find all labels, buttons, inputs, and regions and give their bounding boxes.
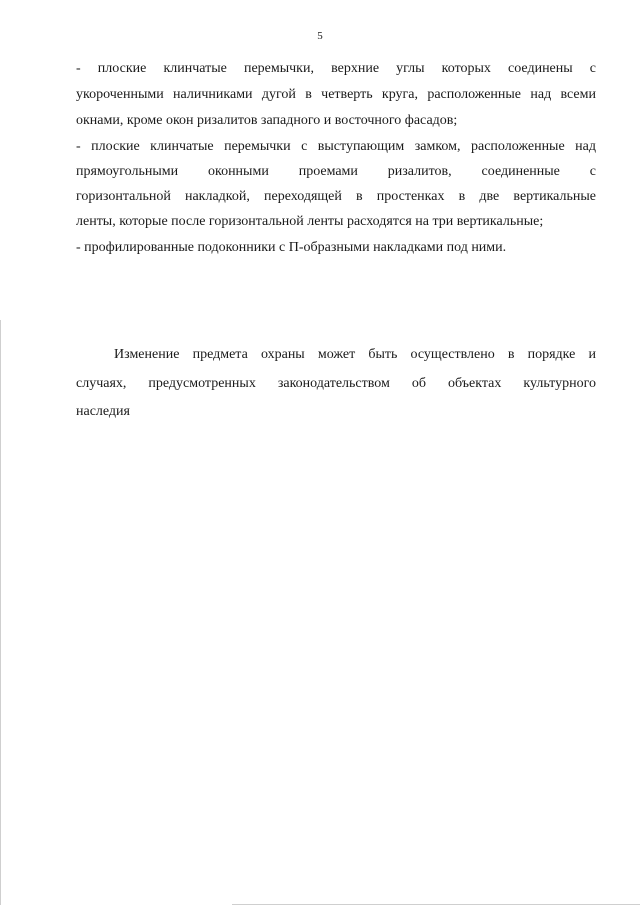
list-line: - плоские клинчатые перемычки, верхние углы которых соединены с bbox=[76, 61, 596, 76]
list-line: - плоские клинчатые перемычки с выступающим замком, расположенные над bbox=[76, 139, 596, 154]
paragraph-line: наследия bbox=[76, 404, 130, 419]
list-line: окнами, кроме окон ризалитов западного и восточного фасадов; bbox=[76, 113, 458, 128]
list-line: - профилированные подоконники с П-образными накладками под ними. bbox=[76, 240, 507, 255]
scan-edge-left bbox=[0, 320, 1, 905]
list-line: укороченными наличниками дугой в четверть круга, расположенные над всеми bbox=[76, 87, 596, 102]
list-line: ленты, которые после горизонтальной ленты расходятся на три вертикальные; bbox=[76, 214, 544, 229]
page-number: 5 bbox=[317, 30, 323, 42]
paragraph-line: случаях, предусмотренных законодательством об объектах культурного bbox=[76, 376, 596, 391]
paragraph-line: Изменение предмета охраны может быть осуществлено в порядке и bbox=[114, 347, 596, 362]
list-line: горизонтальной накладкой, переходящей в простенках в две вертикальные bbox=[76, 189, 596, 204]
list-line: прямоугольными оконными проемами ризалитов, соединенные с bbox=[76, 164, 596, 179]
